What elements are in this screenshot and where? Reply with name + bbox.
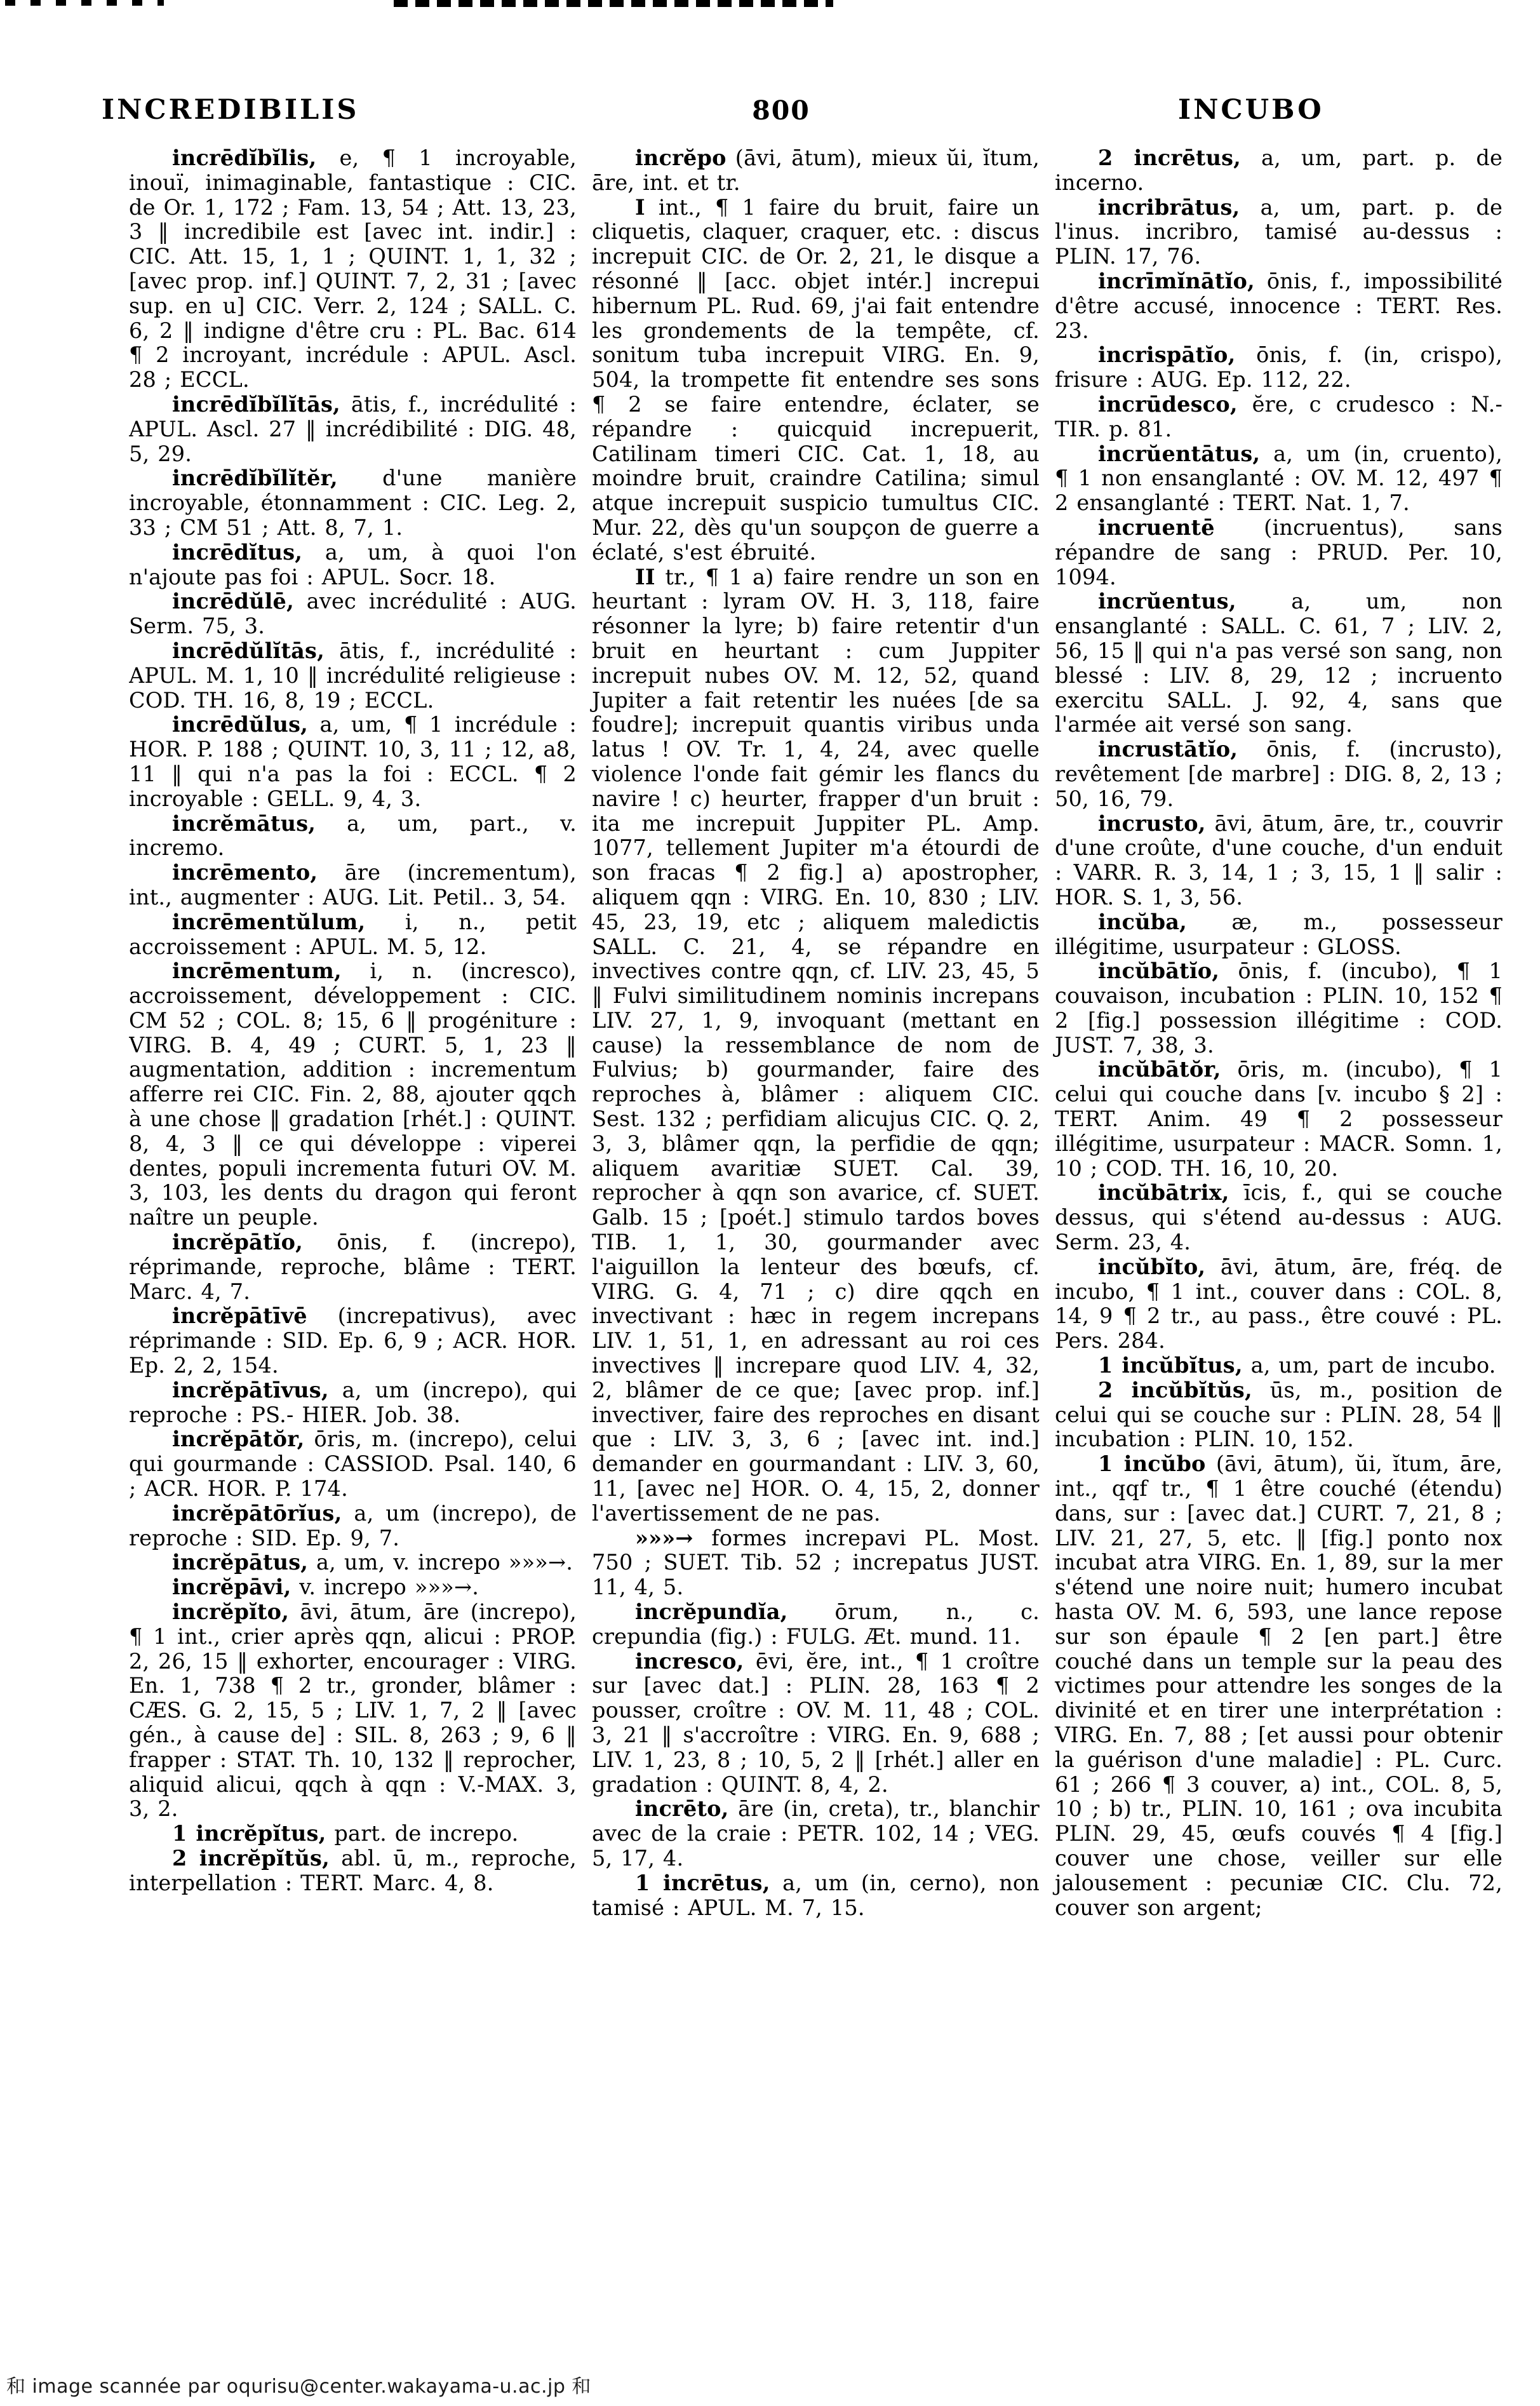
entry-headword: 1 incrĕpĭtus, [172,1821,326,1846]
dictionary-entry [592,565,1040,1526]
entry-headword: incrĕpāvi, [172,1575,291,1600]
entry-body: a, um (in, cerno), non tamisé : APUL. M. 7, 15. [592,1870,1040,1920]
dictionary-entry [129,1846,577,1896]
entry-headword: incrŭentātus, [1098,441,1261,466]
entry-headword: incrēdŭlĭtās, [172,638,325,663]
entry-headword: I [635,194,645,220]
entry-body: a, um, part de incubo. [1242,1353,1496,1378]
dictionary-entry [129,1502,577,1551]
entry-headword: incrēdŭlus, [172,712,309,737]
dictionary-entry [592,1526,1040,1600]
entry-body: æ, m., possesseur illégitime, usurpateur : GLOSS. [1055,909,1503,959]
entry-body: a, um, part. p. de l'inus. incribro, tamisé au-dessus : PLIN. 17, 76. [1055,194,1503,269]
entry-body: ōris, m. (incubo), ¶ 1 celui qui couche dans [v. incubo § 2] : TERT. Anim. 49 ¶ 2 possesseur illégitime, usurpateur : MACR. Somn. 1, 10 ; COD. TH. 16, 10, 20. [1055,1057,1503,1181]
entry-headword: incresco, [635,1648,744,1674]
dictionary-entry [1055,196,1503,269]
entry-body: int., ¶ 1 faire du bruit, faire un cliquetis, claquer, craquer, etc. : discus increpuit CIC. de Or. 2, 21, le disque a résonné ‖ [acc. objet intér.] increpui hibernum PL. Rud. 69, j'ai fait entendre les grondements de la tempête, cf. sonitum tuba increpuit VIRG. En. 9, 504, la trompette fit entendre ses sons ¶ 2 se faire entendre, éclater, se répandre : quicquid increpuerit, Catilinam timeri CIC. Cat. 1, 18, au moindre bruit, craindre Catilina; simul atque increpuit suspicio tumultus CIC. Mur. 22, dès qu'un soupçon de guerre a éclaté, s'est ébruité. [592,194,1040,565]
entry-headword: incrēmentŭlum, [172,909,366,934]
entry-headword: 2 incrĕpĭtŭs, [172,1845,330,1871]
entry-headword: incrēdĭtus, [172,539,303,565]
dictionary-entry [1055,516,1503,589]
entry-headword: II [635,564,655,589]
entry-body: a, um (increpo), de reproche : SID. Ep. 9, 7. [129,1500,577,1550]
entry-body: v. increpo »»»→. [291,1575,479,1600]
dictionary-entry [1055,393,1503,442]
entry-headword: incrēdĭbĭlĭtĕr, [172,466,338,491]
dictionary-entry [1055,910,1503,960]
entry-headword: incŭba, [1098,909,1188,934]
entry-headword: incrēdŭlē, [172,589,294,614]
entry-headword: incrĕpātīvus, [172,1377,329,1402]
entry-headword: incrusto, [1098,810,1206,836]
dictionary-entry [129,146,577,393]
entry-body: d'une manière incroyable, étonnamment : CIC. Leg. 2, 33 ; CM 51 ; Att. 8, 7, 1. [129,466,577,540]
entry-body: a, um, à quoi l'on n'ajoute pas foi : APUL. Socr. 18. [129,539,577,589]
entry-headword: incrēdĭbĭlis, [172,146,317,170]
dictionary-entry [592,1650,1040,1798]
entry-body: ātis, f., incrédulité : APUL. Ascl. 27 ‖ incrédibilité : DIG. 48, 5, 29. [129,391,577,466]
entry-body: a, um, ¶ 1 incrédule : HOR. P. 188 ; QUINT. 10, 3, 11 ; 12, a8, 11 ‖ qui n'a pas la foi : ECCL. ¶ 2 incroyable : GELL. 9, 4, 3. [129,712,577,811]
entry-body: a, um, part., v. incremo. [129,810,577,861]
entry-headword: incrŭentus, [1098,589,1236,614]
dictionary-entry [129,910,577,960]
dictionary-entry [592,196,1040,565]
dictionary-entry [129,1575,577,1600]
guide-word-right: INCUBO [1178,94,1324,126]
entry-headword: incrĕpātĭo, [172,1230,303,1255]
entry-body: āvi, ātum, āre, tr., couvrir d'une croûte, d'une couche, d'un enduit : VARR. R. 3, 14, 1 ; 3, 15, 1 ‖ salir : HOR. S. 1, 3, 56. [1055,810,1503,910]
entry-body: ōnis, f. (incrusto), revêtement [de marbre] : DIG. 8, 2, 13 ; 50, 16, 79. [1055,737,1503,811]
entry-headword: incrĕpātīvē [172,1303,307,1329]
entry-headword: incŭbĭto, [1098,1254,1206,1279]
entry-body: part. de increpo. [326,1821,519,1846]
entry-body: a, um (increpo), qui reproche : PS.- HIER. Job. 38. [129,1377,577,1427]
dictionary-entry [1055,1452,1503,1920]
entry-headword: incrūdesco, [1098,391,1238,417]
dictionary-entry [1055,1378,1503,1452]
dictionary-entry [1055,343,1503,393]
entry-body: e, ¶ 1 incroyable, inouï, inimaginable, fantastique : CIC. de Or. 1, 172 ; Fam. 13, 54 ; Att. 13, 23, 3 ‖ incredibile est [avec int. indir.] : CIC. Att. 15, 1, 1 ; QUINT. 1, 1, 32 ; [avec prop. inf.] QUINT. 7, 2, 31 ; [avec sup. en u] CIC. Verr. 2, 124 ; SALL. C. 6, 2 ‖ indigne d'être cru : PL. Bac. 614 ¶ 2 incroyant, incrédule : APUL. Ascl. 28 ; ECCL. [129,146,577,393]
entry-body: īcis, f., qui se couche dessus, qui s'étend au-dessus : AUG. Serm. 23, 4. [1055,1180,1503,1255]
entry-headword: incribrātus, [1098,194,1240,220]
dictionary-entry [592,1600,1040,1650]
entry-headword: 1 incrētus, [635,1870,770,1895]
dictionary-column-2 [592,146,1040,2331]
dictionary-entry [1055,146,1503,196]
entry-headword: 2 incrētus, [1098,146,1242,170]
variant-arrow-icon: »»»→ [635,1525,693,1550]
entry-body: formes increpavi PL. Most. 750 ; SUET. Tib. 52 ; increpatus JUST. 11, 4, 5. [592,1525,1040,1600]
entry-headword: incrĕpundĭa, [635,1599,788,1625]
entry-body: a, um, v. increpo »»»→. [308,1550,573,1575]
entry-headword: incŭbātrix, [1098,1180,1229,1206]
dictionary-entry [129,639,577,713]
entry-body: tr., ¶ 1 a) faire rendre un son en heurtant : lyram OV. H. 3, 118, faire résonner la lyre; b) faire retentir d'un bruit en heurtant : cum Juppiter increpuit nubes OV. M. 12, 52, quand Jupiter a fait retentir les nuées [de sa foudre]; increpuit quantis viribus unda latus ! OV. Tr. 1, 4, 24, avec quelle violence l'onde fait gémir les flancs du navire ! c) heurter, frapper d'un bruit : ita me increpuit Juppiter PL. Amp. 1077, tellement Jupiter m'a étourdi de son fracas ¶ 2 fig.] a) apostropher, aliquem qqn : VIRG. En. 10, 830 ; LIV. 45, 23, 19, etc ; aliquem maledictis SALL. C. 21, 4, se répandre en invectives contre qqn, cf. LIV. 23, 45, 5 ‖ Fulvi similitudinem nominis increpans LIV. 27, 1, 9, invoquant (mettant en cause) la ressemblance de nom de Fulvius; b) gourmander, faire des reproches à, blâmer : aliquem CIC. Sest. 132 ; perfidiam alicujus CIC. Q. 2, 3, 3, blâmer qqn, la perfidie de qqn; aliquem avaritiæ SUET. Cal. 39, reprocher à qqn son avarice, cf. SUET. Galb. 15 ; [poét.] stimulo tardos boves TIB. 1, 1, 30, gourmander avec l'aiguillon la lenteur des bœufs, cf. VIRG. G. 4, 71 ; c) dire qqch en invectivant : hæc in regem increpans LIV. 1, 51, 1, en adressant au roi ces invectives ‖ increpare quod LIV. 4, 32, 2, blâmer de ce que; [avec prop. inf.] invectiver, faire des reproches en disant que : LIV. 3, 3, 6 ; [avec int. ind.] demander en gourmandant : LIV. 3, 60, 11, [avec ne] HOR. O. 4, 15, 2, donner l'avertissement de ne pas. [592,564,1040,1526]
entry-headword: incrēdĭbĭlĭtās, [172,391,340,417]
dictionary-entry [1055,737,1503,811]
dictionary-entry [129,959,577,1230]
entry-headword: incŭbātŏr, [1098,1057,1221,1082]
entry-headword: incrĕpātŏr, [172,1427,305,1452]
entry-body: ōnis, f. (in, crispo), frisure : AUG. Ep. 112, 22. [1055,342,1503,393]
scan-credit-line: 和 image scannée par oqurisu@center.wakayama-u.ac.jp 和 [6,2376,591,2398]
entry-body: ūs, m., position de celui qui se couche sur : PLIN. 28, 54 ‖ incubation : PLIN. 10, 152. [1055,1377,1503,1452]
entry-body: a, um, part. p. de incerno. [1055,146,1503,195]
dictionary-column-3 [1055,146,1503,2331]
entry-body: ĕre, c crudesco : N.-TIR. p. 81. [1055,391,1503,441]
dictionary-column-1 [129,146,577,2331]
dictionary-entry [1055,1058,1503,1181]
running-head [0,94,1540,132]
dictionary-entry [592,1871,1040,1921]
dictionary-entry [129,713,577,811]
entry-headword: incrēmento, [172,860,318,885]
dictionary-entry [129,466,577,540]
entry-body: (increpativus), avec réprimande : SID. Ep. 6, 9 ; ACR. HOR. Ep. 2, 2, 154. [129,1303,577,1378]
entry-body: avec incrédulité : AUG. Serm. 75, 3. [129,589,577,639]
dictionary-entry [129,393,577,466]
entry-body: āvi, ātum, āre, fréq. de incubo, ¶ 1 int., couver dans : COL. 8, 14, 9 ¶ 2 tr., au pass., être couvé : PL. Pers. 284. [1055,1254,1503,1354]
entry-body: āre (incrementum), int., augmenter : AUG. Lit. Petil.. 3, 54. [129,860,577,910]
dictionary-entry [592,146,1040,196]
entry-headword: incrĕpĭto, [172,1599,290,1625]
entry-headword: incruentē [1098,514,1215,540]
entry-body: ōnis, f., impossibilité d'être accusé, innocence : TERT. Res. 23. [1055,268,1503,343]
dictionary-entry [1055,1255,1503,1354]
entry-headword: incrustātĭo, [1098,737,1238,762]
guide-word-left: INCREDIBILIS [102,94,359,126]
dictionary-entry [129,1230,577,1304]
dictionary-entry [129,1822,577,1846]
entry-body: i, n. (incresco), accroissement, développement : CIC. CM 52 ; COL. 8; 15, 6 ‖ progéniture : VIRG. B. 4, 49 ; CURT. 5, 1, 23 ‖ augmentation, addition : incrementum afferre rei CIC. Fin. 2, 88, ajouter qqch à une chose ‖ gradation [rhét.] : QUINT. 8, 4, 3 ‖ ce qui développe : viperei dentes, populi incrementa futuri OV. M. 3, 103, les dents du dragon qui feront naître un peuple. [129,958,577,1230]
dictionary-entry [1055,1354,1503,1378]
entry-body: a, um (in, cruento), ¶ 1 non ensanglanté : OV. M. 12, 497 ¶ 2 ensanglanté : TERT. Nat. 1, 7. [1055,441,1503,516]
entry-body: (āvi, ātum), mieux ŭi, ĭtum, āre, int. et tr. [592,146,1040,195]
entry-headword: 1 incŭbĭtus, [1098,1353,1243,1378]
dictionary-entry [129,1550,577,1575]
dictionary-entry [129,1427,577,1501]
entry-body: abl. ū, m., reproche, interpellation : TERT. Marc. 4, 8. [129,1845,577,1895]
page-number: 800 [752,95,810,126]
dictionary-entry [129,1600,577,1822]
entry-body: (incruentus), sans répandre de sang : PRUD. Per. 10, 1094. [1055,514,1503,589]
entry-body: ōrum, n., c. crepundia (fig.) : FULG. Æt. mund. 11. [592,1599,1040,1649]
entry-headword: incrĕpo [635,146,726,170]
entry-headword: incrispātĭo, [1098,342,1236,368]
entry-headword: incrĕpātōrĭus, [172,1500,342,1526]
entry-headword: incrĕmātus, [172,810,316,836]
entry-body: āvi, ātum, āre (increpo), ¶ 1 int., crier après qqn, alicui : PROP. 2, 26, 15 ‖ exhorter, encourager : VIRG. En. 1, 738 ¶ 2 tr., gronder, blâmer : CÆS. G. 2, 15, 5 ; LIV. 1, 7, 2 ‖ [avec gén., à cause de] : SIL. 8, 263 ; 9, 6 ‖ frapper : STAT. Th. 10, 132 ‖ reprocher, aliquid alicui, qqch à qqn : V.-MAX. 3, 3, 2. [129,1599,577,1822]
dictionary-entry [129,589,577,639]
dictionary-entry [1055,442,1503,516]
entry-headword: incrĕpātus, [172,1550,309,1575]
entry-headword: incŭbātĭo, [1098,958,1220,984]
entry-body: ōnis, f. (incubo), ¶ 1 couvaison, incubation : PLIN. 10, 152 ¶ 2 [fig.] possession illégitime : COD. JUST. 7, 38, 3. [1055,958,1503,1058]
entry-body: ēvi, ĕre, int., ¶ 1 croître sur [avec dat.] : PLIN. 28, 163 ¶ 2 pousser, croître : OV. M. 11, 48 ; COL. 3, 21 ‖ s'accroître : VIRG. En. 9, 688 ; LIV. 1, 23, 8 ; 10, 5, 2 ‖ [rhét.] aller en gradation : QUINT. 8, 4, 2. [592,1648,1040,1797]
dictionary-entry [129,1304,577,1378]
dictionary-entry [1055,589,1503,737]
dictionary-entry [592,1797,1040,1871]
entry-body: a, um, non ensanglanté : SALL. C. 61, 7 ; LIV. 2, 56, 15 ‖ qui n'a pas versé son sang, non blessé : LIV. 8, 29, 12 ; incruento exercitu SALL. J. 92, 4, sans que l'armée ait versé son sang. [1055,589,1503,737]
entry-body: āre (in, creta), tr., blanchir avec de la craie : PETR. 102, 14 ; VEG. 5, 17, 4. [592,1796,1040,1871]
dictionary-entry [1055,812,1503,910]
entry-body: ōnis, f. (increpo), réprimande, reproche, blâme : TERT. Marc. 4, 7. [129,1230,577,1304]
dictionary-entry [1055,269,1503,343]
dictionary-entry [129,812,577,861]
dictionary-entry [1055,959,1503,1058]
entry-headword: incrēmentum, [172,958,342,984]
entry-headword: incrīmĭnātĭo, [1098,268,1255,293]
dictionary-entry [129,1378,577,1428]
entry-headword: 2 incŭbĭtŭs, [1098,1377,1252,1402]
dictionary-entry [129,541,577,590]
scan-artifact-dashes-left [5,0,164,6]
dictionary-entry [129,861,577,910]
entry-body: ātis, f., incrédulité : APUL. M. 1, 10 ‖ incrédulité religieuse : COD. TH. 16, 8, 19 ; ECCL. [129,638,577,713]
entry-headword: 1 incŭbo [1098,1451,1206,1477]
scan-artifact-dashes-center [394,0,833,7]
dictionary-page-body [129,146,1503,2331]
entry-headword: incrēto, [635,1796,729,1822]
dictionary-entry [1055,1181,1503,1254]
entry-body: i, n., petit accroissement : APUL. M. 5, 12. [129,909,577,959]
entry-body: (āvi, ātum), ŭi, ĭtum, āre, int., qqf tr., ¶ 1 être couché (étendu) dans, sur : [avec dat.] CURT. 7, 21, 8 ; LIV. 21, 27, 5, etc. ‖ [fig.] ponto nox incubat atra VIRG. En. 1, 89, sur la mer s'étend une noire nuit; humero incubat hasta OV. M. 6, 593, une lance repose sur son épaule ¶ 2 [en part.] être couché dans un temple sur la peau des victimes pour attendre les songes de la divinité et en tirer une interprétation : VIRG. En. 7, 88 ; [et aussi pour obtenir la guérison d'une maladie] : PL. Curc. 61 ; 266 ¶ 3 couver, a) int., COL. 8, 5, 10 ; b) tr., PLIN. 10, 161 ; ova incubita PLIN. 29, 45, œufs couvés ¶ 4 [fig.] couver une chose, veiller sur elle jalousement : pecuniæ CIC. Clu. 72, couver son argent; [1055,1451,1503,1920]
entry-body: ōris, m. (increpo), celui qui gourmande : CASSIOD. Psal. 140, 6 ; ACR. HOR. P. 174. [129,1427,577,1502]
